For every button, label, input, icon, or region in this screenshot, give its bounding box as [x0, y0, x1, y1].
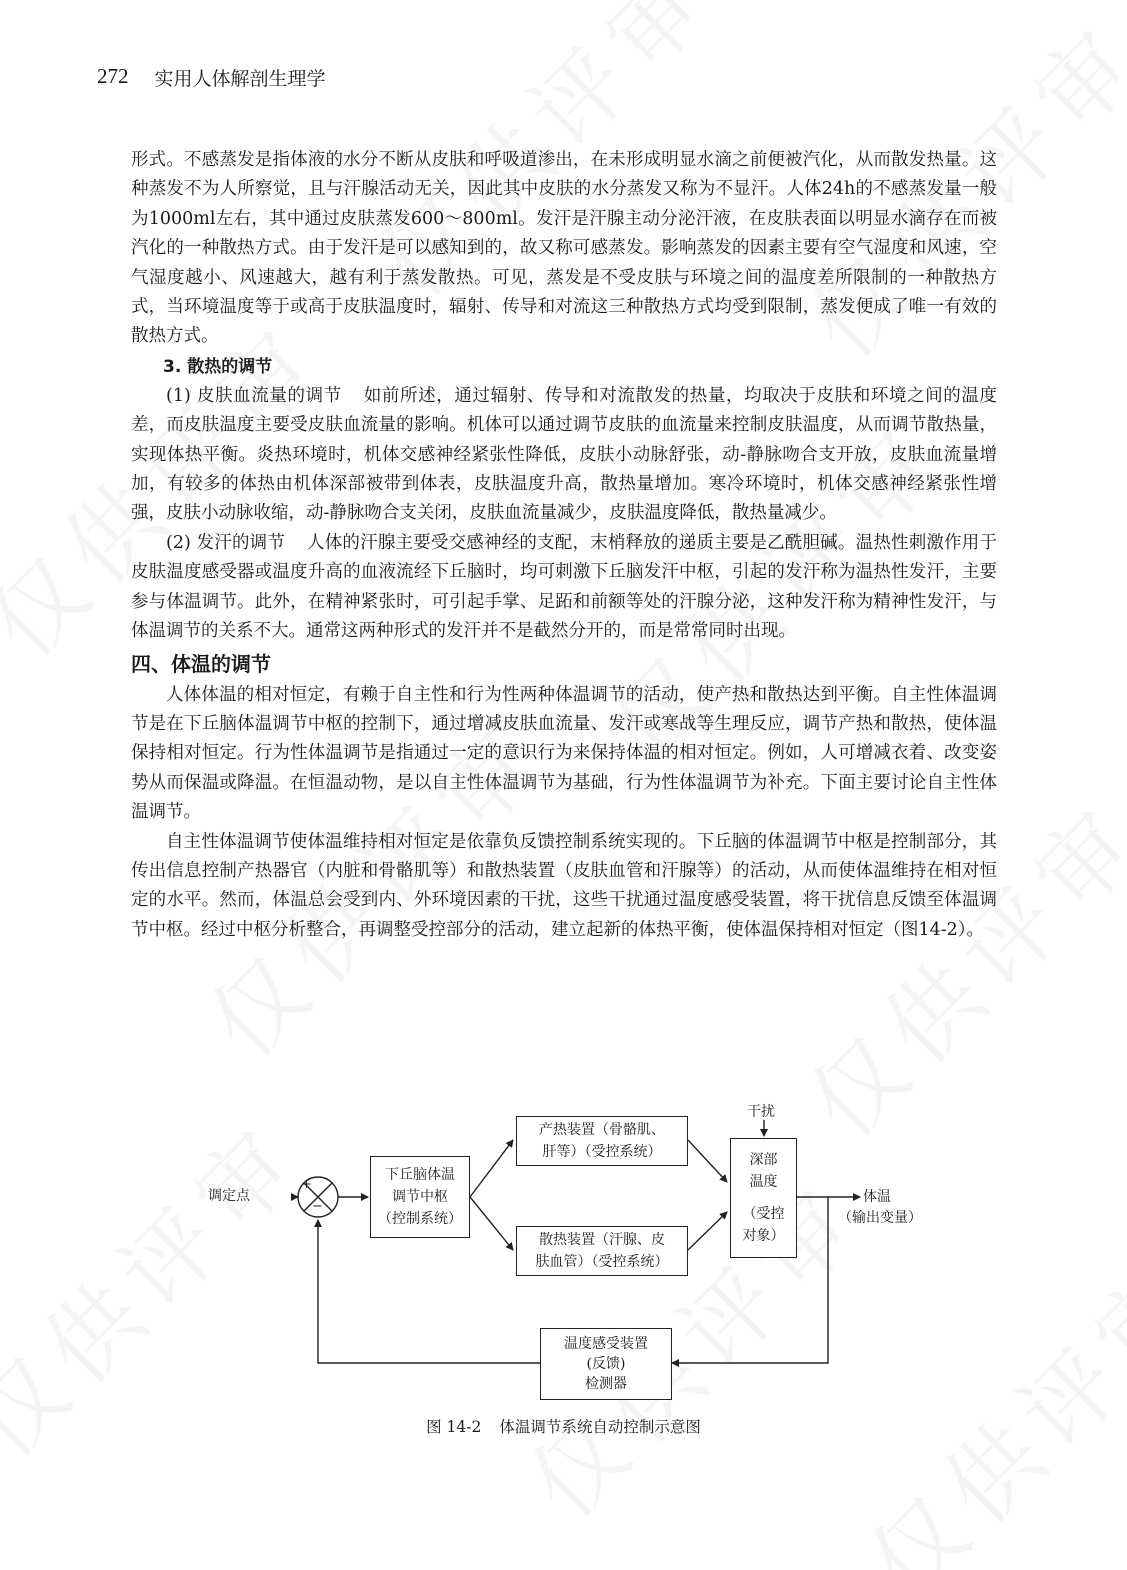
box-line: (反馈)	[586, 1356, 626, 1372]
box-line: 调节中枢	[392, 1189, 448, 1205]
control-diagram	[200, 1100, 940, 1400]
box-line: 产热装置（骨骼肌、	[539, 1122, 665, 1138]
paragraph	[131, 382, 997, 529]
arrow-production-to-deep	[688, 1140, 727, 1182]
arrow-to-heat-production	[470, 1140, 513, 1197]
box-line: （控制系统）	[378, 1211, 462, 1227]
output-label: 体温	[863, 1189, 891, 1205]
box-line: 肤血管）（受控系统）	[535, 1254, 669, 1270]
figure-title: 体温调节系统自动控制示意图	[499, 1418, 701, 1436]
running-header	[97, 64, 326, 91]
paragraph	[131, 529, 997, 647]
arrow-loss-to-deep	[688, 1212, 727, 1250]
paragraph-text: 人体的汗腺主要受交感神经的支配，末梢释放的递质主要是乙酰胆碱。温热性刺激作用于皮肤温度感受器或温度升高的血液流经下丘脑时，均可刺激下丘脑发汗中枢，引起的发汗称为温热性发汗，主要参与体温调节。此外，在精神紧张时，可引起手掌、足跖和前额等处的汗腺分泌，这种发汗称为精神性发汗，与体温调节的关系不大。通常这两种形式的发汗并不是截然分开的，而是常常同时出现。	[131, 532, 997, 642]
figure-number: 图 14-2	[426, 1418, 482, 1436]
setpoint-label: 调定点	[208, 1188, 250, 1204]
heat-loss-box	[516, 1226, 688, 1276]
arrow-to-heat-loss	[470, 1197, 513, 1250]
body-text	[131, 146, 997, 945]
paragraph: 形式。不感蒸发是指体液的水分不断从皮肤和呼吸道渗出，在未形成明显水滴之前便被汽化，从而散发热量。这种蒸发不为人所察觉，且与汗腺活动无关，因此其中皮肤的水分蒸发又称为不显汗。人体24h的不感蒸发量一般为1000ml左右，其中通过皮肤蒸发600～800ml。发汗是汗腺主动分泌汗液，在皮肤表面以明显水滴存在而被汽化的一种散热方式。由于发汗是可以感知到的，故又称可感蒸发。影响蒸发的因素主要有空气湿度和风速，空气湿度越小、风速越大，越有利于蒸发散热。可见，蒸发是不受皮肤与环境之间的温度差所限制的一种散热方式，当环境温度等于或高于皮肤温度时，辐射、传导和对流这三种散热方式均受到限制，蒸发便成了唯一有效的散热方式。	[131, 150, 997, 347]
runin-heading: (2) 发汗的调节	[166, 532, 286, 553]
output-variable-label: （输出变量）	[838, 1210, 922, 1226]
temperature-sensor-box	[540, 1328, 672, 1400]
box-line: 温度感受装置	[564, 1336, 648, 1352]
subsection-heading: 3. 散热的调节	[163, 356, 273, 377]
box-spacer	[731, 1193, 796, 1203]
control-center-box	[370, 1156, 470, 1238]
box-line: 散热装置（汗腺、皮	[539, 1232, 665, 1248]
box-line: 下丘脑体温	[385, 1167, 455, 1183]
box-line: 深部	[749, 1152, 778, 1168]
box-line: 对象）	[742, 1228, 785, 1244]
paragraph-text: 如前所述，通过辐射、传导和对流散发的热量，均取决于皮肤和环境之间的温度差，而皮肤温度主要受皮肤血流量的影响。机体可以通过调节皮肤的血流量来控制皮肤温度，从而调节散热量，实现体热平衡。炎热环境时，机体交感神经紧张性降低，皮肤小动脉舒张，动-静脉吻合支开放，皮肤血流量增加，有较多的体热由机体深部被带到体表，皮肤温度升高，散热量增加。寒冷环境时，机体交感神经紧张性增强，皮肤小动脉收缩，动-静脉吻合支关闭，皮肤血流量减少，皮肤温度降低，散热量减少。	[131, 385, 997, 524]
book-title: 实用人体解剖生理学	[154, 68, 326, 90]
plus-sign: +	[301, 1177, 312, 1192]
minus-sign: −	[312, 1199, 323, 1214]
disturbance-label: 干扰	[747, 1104, 775, 1120]
heat-production-box	[516, 1116, 688, 1166]
runin-heading: (1) 皮肤血流量的调节	[166, 385, 342, 406]
box-line: 肝等）（受控系统）	[542, 1144, 662, 1160]
figure-caption	[0, 1415, 1127, 1437]
paragraph: 自主性体温调节使体温维持相对恒定是依靠负反馈控制系统实现的。下丘脑的体温调节中枢是控制部分，其传出信息控制产热器官（内脏和骨骼肌等）和散热装置（皮肤血管和汗腺等）的活动，从而使体温维持在相对恒定的水平。然而，体温总会受到内、外环境因素的干扰，这些干扰通过温度感受装置，将干扰信息反馈至体温调节中枢。经过中枢分析整合，再调整受控部分的活动，建立起新的体热平衡，使体温保持相对恒定（图14-2）。	[131, 831, 997, 940]
feedback-word: 反馈	[592, 1356, 620, 1372]
box-line: （受控	[742, 1206, 785, 1222]
box-line: 温度	[749, 1174, 778, 1190]
box-line: 检测器	[585, 1376, 627, 1392]
section-heading: 四、体温的调节	[131, 651, 271, 676]
paragraph: 人体体温的相对恒定，有赖于自主性和行为性两种体温调节的活动，使产热和散热达到平衡。自主性体温调节是在下丘脑体温调节中枢的控制下，通过增减皮肤血流量、发汗或寒战等生理反应，调节产热和散热，使体温保持相对恒定。行为性体温调节是指通过一定的意识行为来保持体温的相对恒定。例如，人可增减衣着、改变姿势从而保温或降温。在恒温动物，是以自主性体温调节为基础，行为性体温调节为补充。下面主要讨论自主性体温调节。	[131, 684, 997, 823]
deep-temperature-box	[730, 1138, 797, 1258]
page-number: 272	[97, 64, 129, 88]
